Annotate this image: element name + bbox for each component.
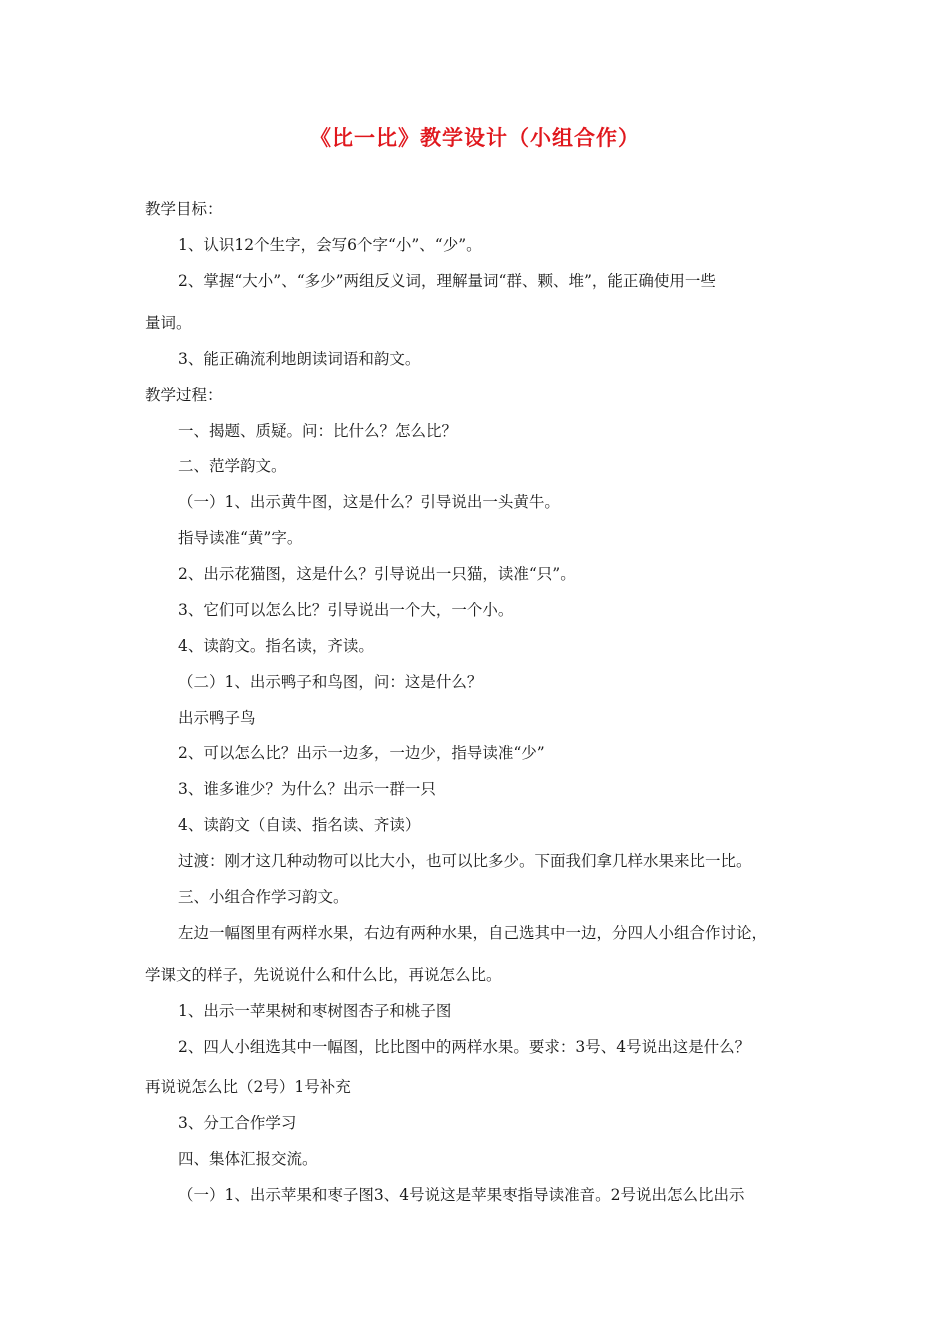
paragraph-line: 指导读准“黄”字。 <box>178 529 303 547</box>
paragraph-line: 4、读韵文。指名读，齐读。 <box>178 637 374 655</box>
paragraph-line: 3、谁多谁少？为什么？出示一群一只 <box>178 780 436 798</box>
paragraph-line: 二、范学韵文。 <box>178 457 287 475</box>
paragraph-line: 出示鸭子鸟 <box>178 709 256 727</box>
paragraph-line: 2、四人小组选其中一幅图，比比图中的两样水果。要求：3号、4号说出这是什么？ <box>178 1038 751 1056</box>
paragraph-line: 再说说怎么比（2号）1号补充 <box>145 1078 351 1096</box>
paragraph-line: 1、认识12个生字，会写6个字“小”、“少”。 <box>178 236 482 254</box>
paragraph-line: 一、揭题、质疑。问：比什么？怎么比？ <box>178 422 458 440</box>
paragraph-line: 1、出示一苹果树和枣树图杏子和桃子图 <box>178 1002 452 1020</box>
paragraph-line: 左边一幅图里有两样水果，右边有两种水果，自己选其中一边，分四人小组合作讨论， <box>178 924 768 942</box>
paragraph-line: 4、读韵文（自读、指名读、齐读） <box>178 816 421 834</box>
paragraph-line: 3、分工合作学习 <box>178 1114 297 1132</box>
paragraph-line: （一）1、出示黄牛图，这是什么？引导说出一头黄牛。 <box>178 493 560 511</box>
section-heading-process: 教学过程： <box>145 386 223 404</box>
paragraph-line: （二）1、出示鸭子和鸟图，问：这是什么？ <box>178 673 483 691</box>
section-heading-goals: 教学目标： <box>145 200 223 218</box>
paragraph-line: 量词。 <box>145 314 192 332</box>
paragraph-line: 2、出示花猫图，这是什么？引导说出一只猫，读准“只”。 <box>178 565 576 583</box>
paragraph-line: 3、它们可以怎么比？引导说出一个大，一个小。 <box>178 601 514 619</box>
paragraph-line: 2、掌握“大小”、“多少”两组反义词，理解量词“群、颗、堆”，能正确使用一些 <box>178 272 716 290</box>
paragraph-line: 三、小组合作学习韵文。 <box>178 888 349 906</box>
paragraph-line: 3、能正确流利地朗读词语和韵文。 <box>178 350 421 368</box>
paragraph-line: 学课文的样子，先说说什么和什么比，再说怎么比。 <box>145 966 502 984</box>
paragraph-line: 四、集体汇报交流。 <box>178 1150 318 1168</box>
paragraph-line: （一）1、出示苹果和枣子图3、4号说这是苹果枣指导读准音。2号说出怎么比出示 <box>178 1186 745 1204</box>
document-title: 《比一比》教学设计（小组合作） <box>310 126 640 150</box>
paragraph-line: 2、可以怎么比？出示一边多，一边少，指导读准“少” <box>178 744 545 762</box>
paragraph-line: 过渡：刚才这几种动物可以比大小，也可以比多少。下面我们拿几样水果来比一比。 <box>178 852 752 870</box>
